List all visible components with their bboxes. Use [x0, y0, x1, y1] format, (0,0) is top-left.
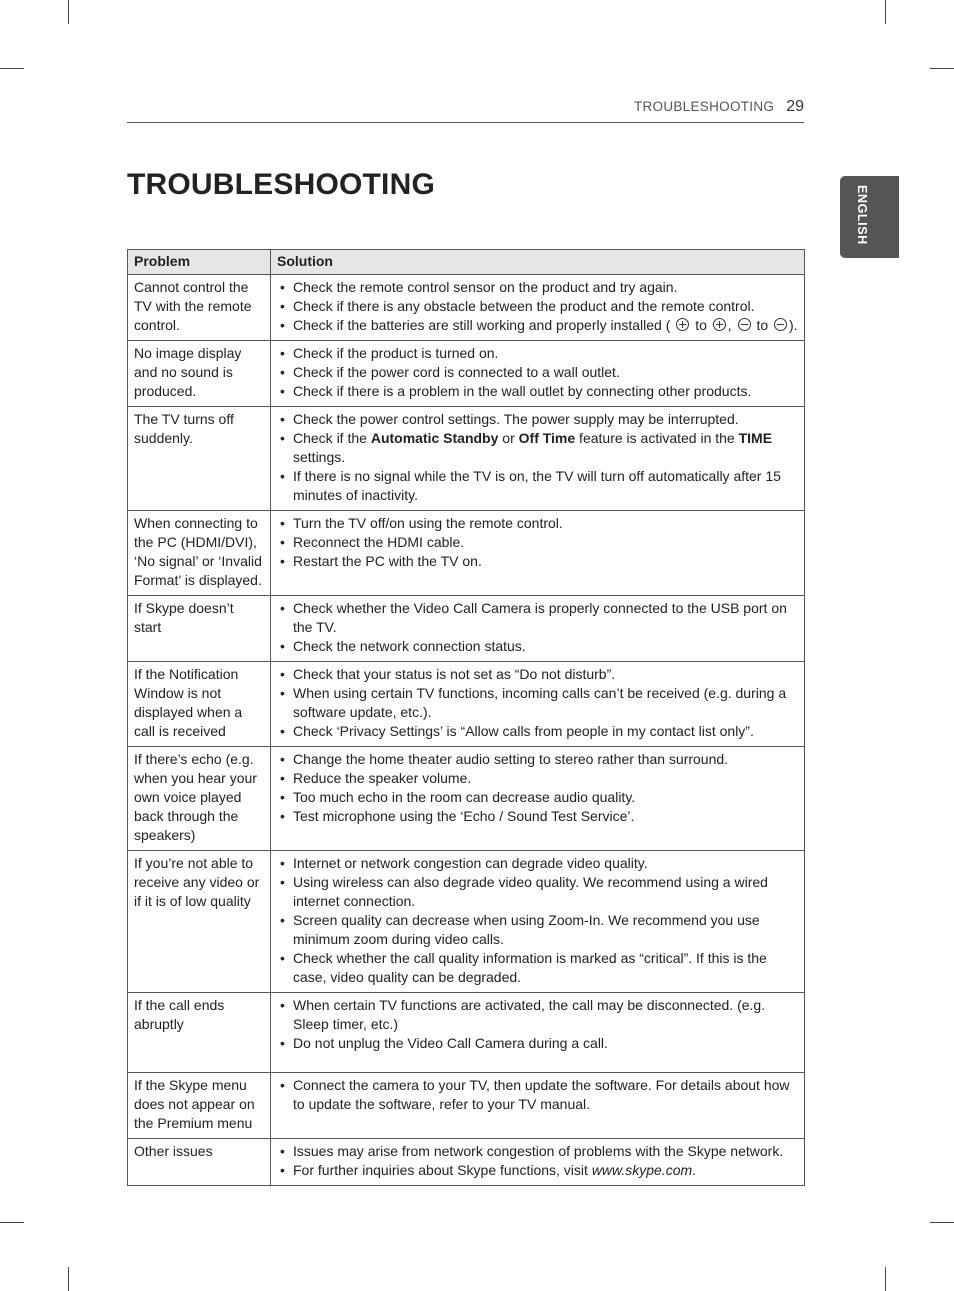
crop-mark [930, 1222, 954, 1223]
skype-website-link[interactable]: www.skype.com [591, 1162, 693, 1178]
solution-list [277, 1142, 798, 1180]
solution-list [277, 1076, 798, 1114]
solution-list [277, 750, 798, 826]
solution-item: • Reconnect the HDMI cable. [277, 533, 798, 552]
automatic-standby-term: Automatic Standby [370, 430, 499, 446]
solution-item: • Connect the camera to your TV, then update the software. For details about how to update the software, refer to your TV manual. [277, 1076, 798, 1114]
crop-mark [68, 1267, 69, 1291]
solution-cell [271, 341, 805, 407]
solution-list [277, 344, 798, 401]
solution-item: • Screen quality can decrease when using Zoom-In. We recommend you use minimum zoom during video calls. [277, 911, 798, 949]
feature-text: settings. [293, 449, 346, 465]
table-row [128, 1139, 805, 1186]
feature-text: feature is activated in the [575, 430, 739, 446]
solution-cell [271, 596, 805, 662]
solution-item: • Check whether the Video Call Camera is properly connected to the USB port on the TV. [277, 599, 798, 637]
plus-terminal-icon [713, 318, 726, 331]
problem-cell: Other issues [128, 1139, 271, 1186]
solution-item: • Too much echo in the room can decrease audio quality. [277, 788, 798, 807]
problem-cell: No image display and no sound is produced. [128, 341, 271, 407]
table-row [128, 341, 805, 407]
running-title: TROUBLESHOOTING [633, 99, 775, 114]
solution-item: • Test microphone using the ‘Echo / Sound Test Service’. [277, 807, 798, 826]
inquiry-end: . [692, 1162, 697, 1178]
solution-item: • When certain TV functions are activated, the call may be disconnected. (e.g. Sleep timer, etc.) [277, 996, 798, 1034]
solution-list [277, 599, 798, 656]
solution-cell [271, 747, 805, 851]
table-row [128, 511, 805, 596]
battery-comma: , [727, 317, 732, 333]
solution-item: • Check if there is any obstacle between the product and the remote control. [277, 297, 798, 316]
solution-item: • Check if the power cord is connected to a wall outlet. [277, 363, 798, 382]
inquiry-text: For further inquiries about Skype functions, visit [293, 1162, 592, 1178]
solution-cell [271, 1139, 805, 1186]
solution-item: • Check that your status is not set as “Do not disturb”. [277, 665, 798, 684]
solution-item: • Internet or network congestion can degrade video quality. [277, 854, 798, 873]
problem-cell: If Skype doesn’t start [128, 596, 271, 662]
solution-item: • If there is no signal while the TV is on, the TV will turn off automatically after 15 minutes of inactivity. [277, 467, 798, 505]
table-row [128, 662, 805, 747]
solution-list [277, 665, 798, 741]
off-time-term: Off Time [518, 430, 576, 446]
solution-list [277, 410, 798, 505]
solution-item: • Do not unplug the Video Call Camera during a call. [277, 1034, 798, 1053]
solution-item: • Check if there is a problem in the wall outlet by connecting other products. [277, 382, 798, 401]
battery-suffix: ). [789, 317, 798, 333]
battery-to: to [695, 317, 707, 333]
page-title: TROUBLESHOOTING [127, 168, 435, 201]
solution-item: • Check the remote control sensor on the product and try again. [277, 278, 798, 297]
battery-text: Check if the batteries are still working and properly installed ( [293, 317, 671, 333]
problem-cell: Cannot control the TV with the remote control. [128, 275, 271, 341]
problem-cell: If the call ends abruptly [128, 993, 271, 1073]
table-row [128, 275, 805, 341]
crop-mark [0, 68, 24, 69]
time-menu-term: TIME [738, 430, 773, 446]
minus-terminal-icon [738, 318, 751, 331]
solution-cell [271, 993, 805, 1073]
solution-cell [271, 407, 805, 511]
running-header [127, 98, 804, 123]
solution-item: • When using certain TV functions, incoming calls can’t be received (e.g. during a software update, etc.). [277, 684, 798, 722]
feature-text: Check if the [293, 430, 371, 446]
page-number: 29 [786, 98, 804, 115]
solution-item: • Using wireless can also degrade video quality. We recommend using a wired internet connection. [277, 873, 798, 911]
problem-cell: If you’re not able to receive any video or if it is of low quality [128, 851, 271, 993]
problem-cell: The TV turns off suddenly. [128, 407, 271, 511]
solution-item [277, 1161, 798, 1180]
solution-item: • Restart the PC with the TV on. [277, 552, 798, 571]
solution-item [277, 316, 798, 335]
crop-mark [0, 1222, 24, 1223]
minus-terminal-icon [774, 318, 787, 331]
solution-item: • Check the power control settings. The power supply may be interrupted. [277, 410, 798, 429]
table-row [128, 747, 805, 851]
language-tab-label: ENGLISH [855, 185, 869, 245]
solution-item: • Check ‘Privacy Settings’ is “Allow calls from people in my contact list only”. [277, 722, 798, 741]
table-row [128, 851, 805, 993]
plus-terminal-icon [676, 318, 689, 331]
table-row [128, 596, 805, 662]
crop-mark [885, 1267, 886, 1291]
solution-list [277, 278, 798, 335]
column-header-solution: Solution [271, 250, 805, 275]
problem-cell: When connecting to the PC (HDMI/DVI), ‘No signal’ or ‘Invalid Format’ is displayed. [128, 511, 271, 596]
solution-list [277, 514, 798, 571]
solution-cell [271, 851, 805, 993]
language-tab [840, 176, 899, 258]
problem-cell: If the Notification Window is not displayed when a call is received [128, 662, 271, 747]
solution-item: • Reduce the speaker volume. [277, 769, 798, 788]
feature-text: or [498, 430, 519, 446]
solution-cell [271, 511, 805, 596]
solution-cell [271, 275, 805, 341]
table-row [128, 1073, 805, 1139]
crop-mark [68, 0, 69, 24]
solution-item [277, 429, 798, 467]
solution-list [277, 854, 798, 987]
solution-item: • Issues may arise from network congestion of problems with the Skype network. [277, 1142, 798, 1161]
table-header-row [128, 250, 805, 275]
problem-cell: If the Skype menu does not appear on the Premium menu [128, 1073, 271, 1139]
solution-item: • Check the network connection status. [277, 637, 798, 656]
solution-cell [271, 1073, 805, 1139]
solution-item: • Check if the product is turned on. [277, 344, 798, 363]
crop-mark [930, 68, 954, 69]
solution-item: • Check whether the call quality information is marked as “critical”. If this is the case, video quality can be degraded. [277, 949, 798, 987]
table-row [128, 993, 805, 1073]
solution-item: • Turn the TV off/on using the remote control. [277, 514, 798, 533]
crop-mark [885, 0, 886, 24]
battery-to: to [756, 317, 769, 333]
column-header-problem: Problem [128, 250, 271, 275]
table-row [128, 407, 805, 511]
problem-cell: If there’s echo (e.g. when you hear your own voice played back through the speakers) [128, 747, 271, 851]
solution-item: • Change the home theater audio setting to stereo rather than surround. [277, 750, 798, 769]
solution-list [277, 996, 798, 1053]
troubleshooting-table [127, 249, 805, 1186]
solution-cell [271, 662, 805, 747]
